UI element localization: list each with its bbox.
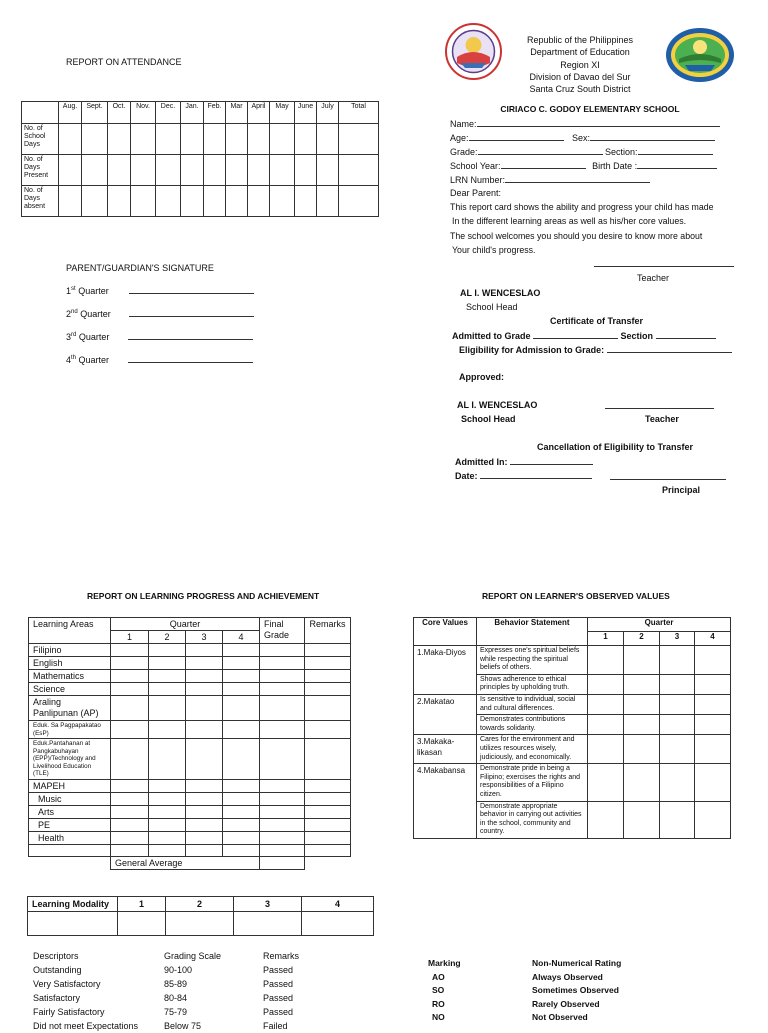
attendance-row: [22, 124, 379, 155]
behavior-statement: Cares for the environment and utilizes resources wisely, judiciously, and economically.: [477, 735, 588, 764]
attendance-title: REPORT ON ATTENDANCE: [66, 57, 182, 67]
age-input[interactable]: [469, 132, 564, 141]
values-title: REPORT ON LEARNER'S OBSERVED VALUES: [482, 591, 670, 601]
month-cell: Dec.: [156, 102, 181, 124]
month-cell: Sept.: [82, 102, 108, 124]
month-cell: June: [295, 102, 317, 124]
learning-areas-table: Learning Areas Quarter Final Grade Remarks 1 2 3 4 Filipino English Mathematics Science Araling Panlipunan (AP) Eduk. Sa Pagpapakatao (EsP) Eduk.Pantahanan at Pangkabuhayan (EPP)/Technology and Livelihood Education (TLE) MAPEH Music Arts PE Health General Average: [28, 617, 351, 870]
marking-row: SO Sometimes Observed: [432, 985, 619, 995]
quarter-header: Quarter: [111, 618, 260, 631]
attendance-row: [22, 155, 379, 186]
signature-title: PARENT/GUARDIAN'S SIGNATURE: [66, 263, 214, 273]
admitted-in-row: Admitted In:: [455, 456, 593, 467]
subject-row: [29, 805, 351, 818]
attendance-row-label: No. of Days absent: [22, 186, 59, 217]
observed-values-table: Core Values Behavior Statement Quarter 1 2 3 4 1.Maka-Diyos Expresses one's spiritual beliefs while respecting the spiritual beliefs of others. Shows adherence to ethical principles by upholding truth. 2.Makatao Is sensitive to individual, social and cultural differences. Demonstrates contributions towards solidarity. 3.Makaka-likasan Cares for the environment and utilizes resources wisely, judiciously, and economically. 4.Makabansa Demonstrate pride in being a Filipino; exercises the rights and responsibilities of a Filipino citizen. Demonstrate appropriate behavior in carrying out activities in the school, community and country.: [413, 617, 731, 839]
subject-name: Science: [29, 683, 111, 696]
month-cell: Mar: [226, 102, 248, 124]
descriptor-row: Very Satisfactory 85-89 Passed: [33, 979, 294, 989]
signature-line[interactable]: [129, 293, 254, 294]
subject-name: Health: [29, 831, 111, 844]
sex-input[interactable]: [590, 132, 715, 141]
approved-label: Approved:: [459, 372, 504, 382]
signature-line[interactable]: [128, 362, 253, 363]
month-cell: April: [248, 102, 270, 124]
behavior-statement: Is sensitive to individual, social and cultural differences.: [477, 694, 588, 714]
birth-date-input[interactable]: [637, 160, 717, 169]
name-field: Name:: [450, 118, 720, 129]
month-cell: Aug.: [59, 102, 82, 124]
subject-row: [29, 739, 351, 780]
section-input[interactable]: [638, 146, 713, 155]
marking-legend: Marking Non-Numerical Rating AO Always Observed SO Sometimes Observed RO Rarely Observed NO Not Observed: [428, 957, 621, 1025]
subject-row: [29, 721, 351, 739]
transfer-head-title: School Head: [461, 414, 516, 424]
eligibility-row: Eligibility for Admission to Grade:: [459, 344, 732, 355]
subject-name: Eduk. Sa Pagpapakatao (EsP): [29, 721, 111, 739]
value-row: [414, 735, 731, 764]
month-cell: May: [270, 102, 295, 124]
school-head-name: AL I. WENCESLAO: [460, 288, 541, 298]
signature-quarter-2: 2nd Quarter: [66, 309, 254, 319]
attendance-row: [22, 186, 379, 217]
subject-name: Araling Panlipunan (AP): [29, 696, 111, 721]
school-year-input[interactable]: [501, 160, 586, 169]
remarks-header: Remarks: [305, 618, 351, 644]
principal-signature-line[interactable]: [610, 479, 726, 480]
values-quarter-header: Quarter: [588, 618, 731, 632]
admitted-in-input[interactable]: [510, 456, 593, 465]
descriptors-table: Descriptors Grading Scale Remarks Outstanding 90-100 Passed Very Satisfactory 85-89 Passed Satisfactory 80-84 Passed Fairly Satisfactory 75-79 Passed Did not meet Expectations Below 75 Failed: [33, 951, 300, 1031]
subject-name: Eduk.Pantahanan at Pangkabuhayan (EPP)/Technology and Livelihood Education (TLE): [29, 739, 111, 780]
dear-parent: Dear Parent:: [450, 188, 502, 198]
learning-modality-table: Learning Modality 1 2 3 4: [27, 896, 374, 936]
year-birth-row: School Year: Birth Date :: [450, 160, 717, 171]
core-value: 3.Makaka-likasan: [414, 735, 477, 764]
subject-row: [29, 792, 351, 805]
subject-row: [29, 670, 351, 683]
value-row: [414, 646, 731, 675]
signature-line[interactable]: [129, 316, 254, 317]
learning-title: REPORT ON LEARNING PROGRESS AND ACHIEVEMENT: [87, 591, 320, 601]
attendance-row-label: No. of Days Present: [22, 155, 59, 186]
school-head-title: School Head: [466, 302, 518, 312]
subject-name: English: [29, 657, 111, 670]
transfer-head-name: AL I. WENCESLAO: [457, 400, 538, 410]
subject-row: [29, 818, 351, 831]
value-row: [414, 694, 731, 714]
general-average-label: General Average: [111, 856, 260, 869]
signature-quarter-4: 4th Quarter: [66, 355, 253, 365]
final-grade-header: Final Grade: [260, 618, 305, 644]
message-line-2: In the different learning areas as well as his/her core values.: [452, 216, 687, 226]
descriptor-row: Outstanding 90-100 Passed: [33, 965, 294, 975]
signature-line[interactable]: [128, 339, 253, 340]
month-cell: Jan.: [181, 102, 204, 124]
signature-quarter-1: 1st Quarter: [66, 286, 254, 296]
attendance-row-label: No. of School Days: [22, 124, 59, 155]
transfer-title: Certificate of Transfer: [550, 316, 644, 326]
subject-row: [29, 657, 351, 670]
behavior-header: Behavior Statement: [477, 618, 588, 646]
marking-row: RO Rarely Observed: [432, 998, 600, 1009]
subject-name: [29, 844, 111, 856]
descriptor-row: Fairly Satisfactory 75-79 Passed: [33, 1007, 294, 1017]
subject-name: Music: [29, 792, 111, 805]
message-line-4: Your child's progress.: [452, 245, 536, 255]
marking-row: NO Not Observed: [432, 1012, 588, 1022]
month-cell: Feb.: [204, 102, 226, 124]
eligibility-input[interactable]: [607, 344, 732, 353]
subject-row: [29, 831, 351, 844]
lrn-input[interactable]: [505, 174, 650, 183]
date-row: Date:: [455, 470, 592, 481]
principal-label: Principal: [662, 485, 701, 495]
admitted-grade-input[interactable]: [533, 330, 618, 339]
subject-name: Mathematics: [29, 670, 111, 683]
core-values-header: Core Values: [414, 618, 477, 646]
subject-name: Arts: [29, 805, 111, 818]
grade-section-row: Grade: Section:: [450, 146, 713, 157]
learning-modality-label: Learning Modality: [28, 897, 118, 912]
core-value: 4.Makabansa: [414, 764, 477, 839]
message-line-1: This report card shows the ability and progress your child has made: [450, 202, 714, 212]
subject-row: [29, 844, 351, 856]
subject-name: PE: [29, 818, 111, 831]
behavior-statement: Demonstrates contributions towards solidarity.: [477, 715, 588, 735]
core-value: 1.Maka-Diyos: [414, 646, 477, 695]
transfer-section-input[interactable]: [656, 330, 716, 339]
school-name: CIRIACO C. GODOY ELEMENTARY SCHOOL: [500, 104, 680, 114]
teacher-label: Teacher: [637, 273, 670, 283]
subject-row: [29, 644, 351, 657]
attendance-header-row: [22, 102, 379, 124]
cancellation-title: Cancellation of Eligibility to Transfer: [537, 442, 694, 452]
subject-name: MAPEH: [29, 779, 111, 792]
signature-quarter-3: 3rd Quarter: [66, 332, 253, 342]
behavior-statement: Demonstrate appropriate behavior in carrying out activities in the school, community and country.: [477, 801, 588, 838]
month-cell: Total: [339, 102, 379, 124]
subject-name: Filipino: [29, 644, 111, 657]
behavior-statement: Demonstrate pride in being a Filipino; exercises the rights and responsibilities of a Filipino citizen.: [477, 764, 588, 801]
behavior-statement: Expresses one's spiritual beliefs while respecting the spiritual beliefs of others.: [477, 646, 588, 675]
behavior-statement: Shows adherence to ethical principles by upholding truth.: [477, 674, 588, 694]
month-cell: July: [317, 102, 339, 124]
subject-row: [29, 696, 351, 721]
teacher-signature-line[interactable]: [594, 266, 734, 267]
descriptor-row: Did not meet Expectations Below 75 Failed: [33, 1021, 288, 1031]
month-cell: Oct.: [108, 102, 131, 124]
subject-row: [29, 683, 351, 696]
deped-header: Republic of the Philippines Department of Education Region XI Division of Davao del Sur Santa Cruz South District: [526, 35, 634, 95]
subject-row: [29, 779, 351, 792]
date-input[interactable]: [480, 470, 592, 479]
grade-input[interactable]: [478, 146, 603, 155]
name-input[interactable]: [477, 118, 720, 127]
value-row: [414, 764, 731, 801]
core-value: 2.Makatao: [414, 694, 477, 734]
admitted-row: Admitted to Grade Section: [452, 330, 716, 341]
descriptor-row: Satisfactory 80-84 Passed: [33, 993, 294, 1003]
transfer-teacher-line[interactable]: [605, 408, 714, 409]
learning-areas-header: Learning Areas: [29, 618, 111, 644]
attendance-table: [21, 101, 379, 217]
age-sex-row: Age: Sex:: [450, 132, 715, 143]
transfer-teacher-label: Teacher: [645, 414, 679, 424]
month-cell: Nov.: [131, 102, 156, 124]
lrn-row: LRN Number:: [450, 174, 650, 185]
marking-row: AO Always Observed: [432, 971, 603, 982]
message-line-3: The school welcomes you should you desire to know more about: [450, 231, 703, 241]
